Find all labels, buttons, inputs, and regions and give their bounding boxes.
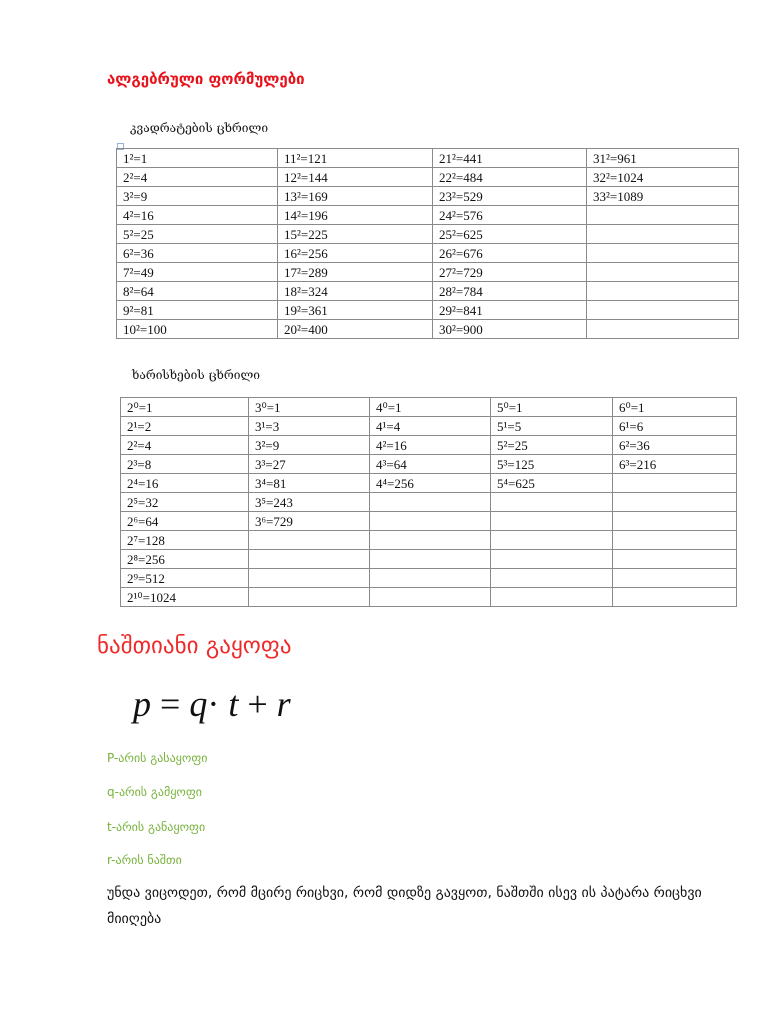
definition-p: P-არის გასაყოფი — [107, 751, 208, 765]
definition-t: t-არის განაყოფი — [107, 820, 206, 834]
table-cell: 4¹=4 — [370, 417, 491, 436]
table-cell — [491, 569, 613, 588]
table-cell: 6²=36 — [117, 244, 278, 263]
table-cell: 3²=9 — [117, 187, 278, 206]
formula-plus: + — [247, 684, 268, 724]
table-cell: 5³=125 — [491, 455, 613, 474]
table-cell: 2²=4 — [117, 168, 278, 187]
table-cell: 4²=16 — [117, 206, 278, 225]
table-cell: 6¹=6 — [613, 417, 737, 436]
table-cell: 10²=100 — [117, 320, 278, 339]
table-cell: 2¹=2 — [121, 417, 249, 436]
table-cell: 3⁴=81 — [249, 474, 370, 493]
table-cell: 2⁹=512 — [121, 569, 249, 588]
table-cell: 3¹=3 — [249, 417, 370, 436]
table-cell: 2³=8 — [121, 455, 249, 474]
powers-table-row — [121, 531, 737, 550]
table-cell — [587, 282, 739, 301]
powers-table-caption: ხარისხების ცხრილი — [132, 368, 261, 382]
table-cell — [370, 569, 491, 588]
powers-table-row — [121, 417, 737, 436]
table-cell: 31²=961 — [587, 149, 739, 168]
division-formula — [133, 683, 291, 725]
formula-dot: · — [207, 684, 220, 724]
table-cell: 21²=441 — [433, 149, 587, 168]
table-cell: 3³=27 — [249, 455, 370, 474]
table-cell: 28²=784 — [433, 282, 587, 301]
table-cell: 15²=225 — [278, 225, 433, 244]
table-cell: 16²=256 — [278, 244, 433, 263]
powers-table-row — [121, 455, 737, 474]
squares-table-row — [117, 206, 739, 225]
powers-table-row — [121, 493, 737, 512]
powers-table-row — [121, 398, 737, 417]
table-cell: 2²=4 — [121, 436, 249, 455]
table-cell — [587, 206, 739, 225]
table-cell: 2⁵=32 — [121, 493, 249, 512]
table-cell — [491, 550, 613, 569]
squares-table-row — [117, 282, 739, 301]
table-cell: 6³=216 — [613, 455, 737, 474]
table-cell — [587, 263, 739, 282]
table-cell: 6²=36 — [613, 436, 737, 455]
table-cell — [249, 569, 370, 588]
table-cell — [587, 301, 739, 320]
table-cell: 3⁵=243 — [249, 493, 370, 512]
table-cell — [370, 531, 491, 550]
table-cell: 12²=144 — [278, 168, 433, 187]
table-cell: 1²=1 — [117, 149, 278, 168]
table-cell — [249, 588, 370, 607]
table-cell: 13²=169 — [278, 187, 433, 206]
table-cell: 6⁰=1 — [613, 398, 737, 417]
table-cell: 33²=1089 — [587, 187, 739, 206]
table-cell — [587, 244, 739, 263]
squares-table-row — [117, 301, 739, 320]
table-cell: 22²=484 — [433, 168, 587, 187]
definition-r: r-არის ნაშთი — [107, 853, 182, 867]
squares-table-row — [117, 244, 739, 263]
powers-table-row — [121, 569, 737, 588]
division-heading: ნაშთიანი გაყოფა — [97, 633, 292, 659]
table-cell: 19²=361 — [278, 301, 433, 320]
table-cell — [613, 493, 737, 512]
table-cell: 30²=900 — [433, 320, 587, 339]
powers-table — [120, 397, 737, 607]
table-cell — [491, 588, 613, 607]
table-cell — [370, 493, 491, 512]
table-cell: 4⁴=256 — [370, 474, 491, 493]
table-cell: 8²=64 — [117, 282, 278, 301]
table-cell: 24²=576 — [433, 206, 587, 225]
table-cell — [491, 512, 613, 531]
table-cell: 11²=121 — [278, 149, 433, 168]
definition-q: q-არის გამყოფი — [107, 785, 202, 799]
table-cell — [613, 474, 737, 493]
powers-table-row — [121, 474, 737, 493]
table-cell — [587, 225, 739, 244]
table-cell: 27²=729 — [433, 263, 587, 282]
table-cell: 14²=196 — [278, 206, 433, 225]
table-cell: 18²=324 — [278, 282, 433, 301]
squares-table-row — [117, 225, 739, 244]
table-cell: 2⁰=1 — [121, 398, 249, 417]
table-cell — [370, 588, 491, 607]
table-cell: 17²=289 — [278, 263, 433, 282]
table-cell — [613, 531, 737, 550]
table-cell: 5²=25 — [117, 225, 278, 244]
table-cell: 5¹=5 — [491, 417, 613, 436]
table-cell: 4⁰=1 — [370, 398, 491, 417]
squares-table-caption: კვადრატების ცხრილი — [130, 121, 269, 135]
table-cell: 3²=9 — [249, 436, 370, 455]
page-title: ალგებრული ფორმულები — [107, 70, 305, 88]
table-cell: 25²=625 — [433, 225, 587, 244]
table-cell: 23²=529 — [433, 187, 587, 206]
table-cell: 20²=400 — [278, 320, 433, 339]
table-cell: 2⁷=128 — [121, 531, 249, 550]
table-cell: 2¹⁰=1024 — [121, 588, 249, 607]
table-cell — [613, 512, 737, 531]
table-cell — [613, 569, 737, 588]
table-cell: 5⁴=625 — [491, 474, 613, 493]
table-cell — [613, 550, 737, 569]
formula-p: p — [133, 684, 151, 724]
formula-equals: = — [160, 684, 181, 724]
formula-q: q — [189, 684, 208, 724]
powers-table-row — [121, 436, 737, 455]
division-note: უნდა ვიცოდეთ, რომ მცირე რიცხვი, რომ დიდზე გავყოთ, ნაშთში ისევ ის პატარა რიცხვი მიიღება — [107, 885, 702, 927]
table-cell — [587, 320, 739, 339]
formula-r: r — [276, 684, 291, 724]
table-cell: 3⁶=729 — [249, 512, 370, 531]
squares-table-row — [117, 149, 739, 168]
table-cell: 9²=81 — [117, 301, 278, 320]
table-cell — [613, 588, 737, 607]
squares-table-row — [117, 168, 739, 187]
squares-table-row — [117, 263, 739, 282]
table-cell — [491, 493, 613, 512]
table-cell: 32²=1024 — [587, 168, 739, 187]
table-cell — [370, 512, 491, 531]
powers-table-row — [121, 588, 737, 607]
table-cell: 26²=676 — [433, 244, 587, 263]
table-cell: 5²=25 — [491, 436, 613, 455]
table-cell: 3⁰=1 — [249, 398, 370, 417]
formula-t: t — [228, 684, 239, 724]
table-cell: 4²=16 — [370, 436, 491, 455]
table-cell — [249, 531, 370, 550]
squares-table — [116, 148, 739, 339]
table-cell: 7²=49 — [117, 263, 278, 282]
table-cell — [370, 550, 491, 569]
table-cell: 2⁸=256 — [121, 550, 249, 569]
table-cell: 2⁴=16 — [121, 474, 249, 493]
powers-table-row — [121, 550, 737, 569]
table-cell: 5⁰=1 — [491, 398, 613, 417]
powers-table-row — [121, 512, 737, 531]
table-cell — [491, 531, 613, 550]
table-cell: 2⁶=64 — [121, 512, 249, 531]
table-cell: 4³=64 — [370, 455, 491, 474]
squares-table-row — [117, 187, 739, 206]
squares-table-row — [117, 320, 739, 339]
table-cell: 29²=841 — [433, 301, 587, 320]
table-cell — [249, 550, 370, 569]
